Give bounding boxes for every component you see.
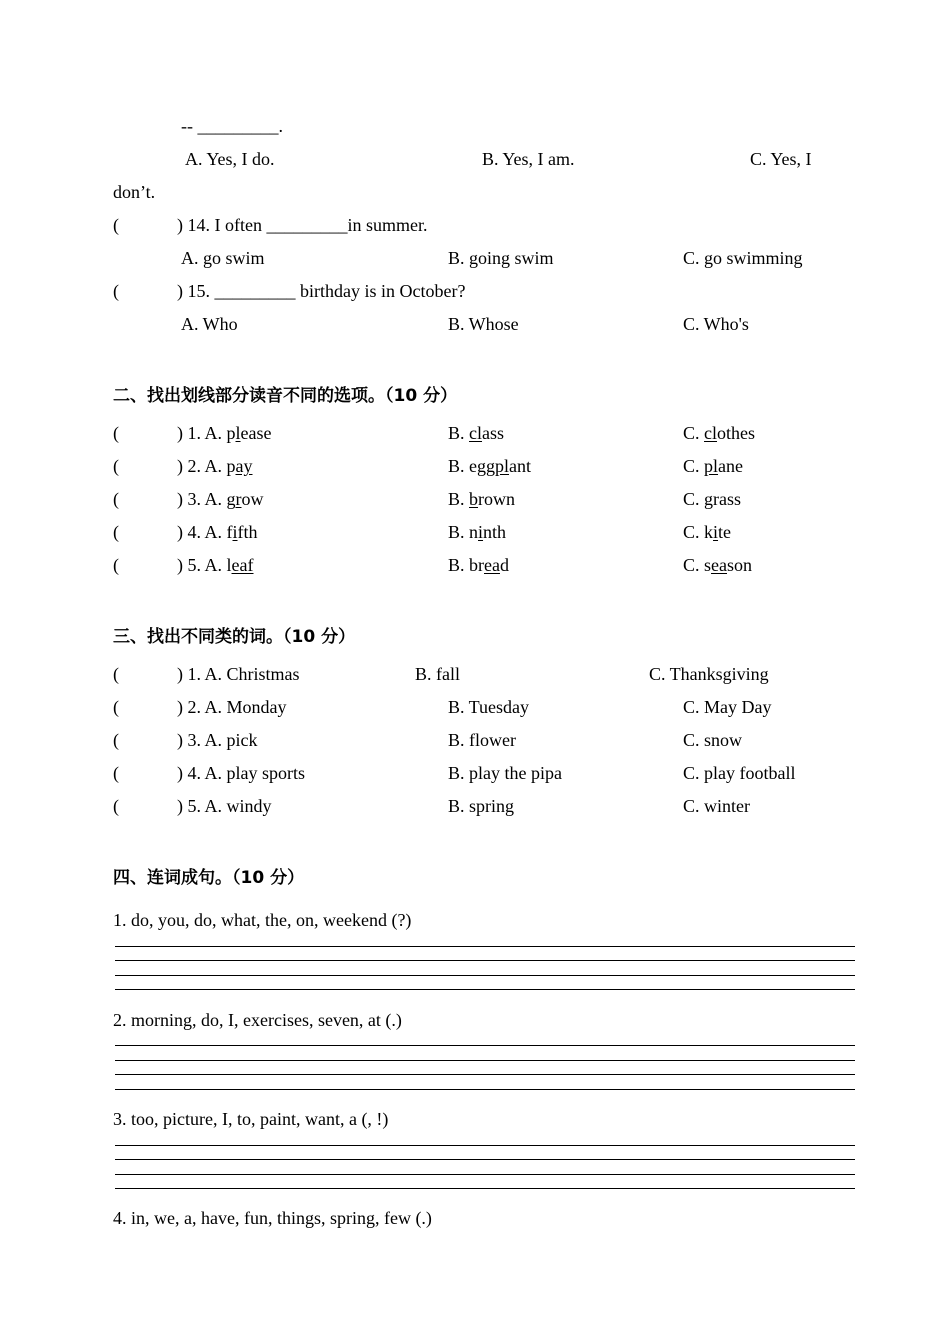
s2-item-4-a: ) 4. A. fifth bbox=[177, 522, 258, 542]
answer-line bbox=[115, 1188, 855, 1189]
s3-item-3-c: C. snow bbox=[683, 730, 743, 750]
q14-option-a: A. go swim bbox=[181, 248, 265, 268]
q14-stem: ) 14. I often _________in summer. bbox=[177, 215, 428, 235]
s3-item-1-c: C. Thanksgiving bbox=[649, 664, 769, 684]
s4-item-2: 2. morning, do, I, exercises, seven, at (.) bbox=[113, 1010, 402, 1030]
q13-option-a: A. Yes, I do. bbox=[185, 149, 275, 169]
s2-item-1-c: C. clothes bbox=[683, 423, 756, 443]
q15-option-b: B. Whose bbox=[448, 314, 519, 334]
s2-paren: ( bbox=[113, 456, 119, 476]
s3-item-5-a: ) 5. A. windy bbox=[177, 796, 272, 816]
answer-line bbox=[115, 960, 855, 961]
s3-item-1-a: ) 1. A. Christmas bbox=[177, 664, 300, 684]
s3-item-4-c: C. play football bbox=[683, 763, 796, 783]
answer-line bbox=[115, 1159, 855, 1160]
s2-item-3-a: ) 3. A. grow bbox=[177, 489, 264, 509]
s2-item-5-b: B. bread bbox=[448, 555, 509, 575]
s3-item-2-a: ) 2. A. Monday bbox=[177, 697, 287, 717]
s2-item-2-c: C. plane bbox=[683, 456, 744, 476]
answer-line bbox=[115, 1145, 855, 1146]
q13-answer-blank: -- _________. bbox=[181, 116, 283, 136]
q14-option-b: B. going swim bbox=[448, 248, 554, 268]
q13-option-c-wrap: don’t. bbox=[113, 182, 156, 202]
s3-item-3-a: ) 3. A. pick bbox=[177, 730, 258, 750]
s3-paren: ( bbox=[113, 796, 119, 816]
s2-item-4-b: B. ninth bbox=[448, 522, 507, 542]
section4-title: 四、连词成句。（10 分） bbox=[113, 868, 305, 888]
s4-item-1: 1. do, you, do, what, the, on, weekend (?) bbox=[113, 910, 412, 930]
answer-line bbox=[115, 1060, 855, 1061]
s2-paren: ( bbox=[113, 423, 119, 443]
s4-item-3: 3. too, picture, I, to, paint, want, a (, !) bbox=[113, 1109, 389, 1129]
s3-item-4-a: ) 4. A. play sports bbox=[177, 763, 305, 783]
s2-paren: ( bbox=[113, 489, 119, 509]
s2-item-4-c: C. kite bbox=[683, 522, 732, 542]
s3-paren: ( bbox=[113, 664, 119, 684]
answer-line bbox=[115, 975, 855, 976]
s2-item-2-b: B. eggplant bbox=[448, 456, 532, 476]
s2-item-5-c: C. season bbox=[683, 555, 753, 575]
q15-option-c: C. Who's bbox=[683, 314, 749, 334]
q13-option-b: B. Yes, I am. bbox=[482, 149, 575, 169]
q14-paren: ( bbox=[113, 215, 119, 235]
q14-option-c: C. go swimming bbox=[683, 248, 803, 268]
s2-item-5-a: ) 5. A. leaf bbox=[177, 555, 254, 575]
answer-line bbox=[115, 1174, 855, 1175]
s3-item-1-b: B. fall bbox=[415, 664, 460, 684]
s2-paren: ( bbox=[113, 555, 119, 575]
s4-item-4: 4. in, we, a, have, fun, things, spring, few (.) bbox=[113, 1208, 432, 1228]
s2-item-1-b: B. class bbox=[448, 423, 505, 443]
section3-title: 三、找出不同类的词。（10 分） bbox=[113, 627, 356, 647]
section2-title: 二、找出划线部分读音不同的选项。（10 分） bbox=[113, 386, 458, 406]
s2-paren: ( bbox=[113, 522, 119, 542]
s3-item-5-c: C. winter bbox=[683, 796, 750, 816]
s3-item-2-b: B. Tuesday bbox=[448, 697, 530, 717]
answer-line bbox=[115, 1074, 855, 1075]
s3-item-2-c: C. May Day bbox=[683, 697, 772, 717]
s3-paren: ( bbox=[113, 763, 119, 783]
answer-line bbox=[115, 1045, 855, 1046]
answer-line bbox=[115, 946, 855, 947]
answer-line bbox=[115, 989, 855, 990]
s3-item-3-b: B. flower bbox=[448, 730, 516, 750]
s3-paren: ( bbox=[113, 697, 119, 717]
q15-paren: ( bbox=[113, 281, 119, 301]
s3-item-4-b: B. play the pipa bbox=[448, 763, 562, 783]
s3-paren: ( bbox=[113, 730, 119, 750]
q13-option-c: C. Yes, I bbox=[750, 149, 812, 169]
s2-item-1-a: ) 1. A. please bbox=[177, 423, 272, 443]
s2-item-3-b: B. brown bbox=[448, 489, 516, 509]
s2-item-3-c: C. grass bbox=[683, 489, 742, 509]
s2-item-2-a: ) 2. A. pay bbox=[177, 456, 253, 476]
q15-option-a: A. Who bbox=[181, 314, 238, 334]
q15-stem: ) 15. _________ birthday is in October? bbox=[177, 281, 466, 301]
answer-line bbox=[115, 1089, 855, 1090]
s3-item-5-b: B. spring bbox=[448, 796, 515, 816]
